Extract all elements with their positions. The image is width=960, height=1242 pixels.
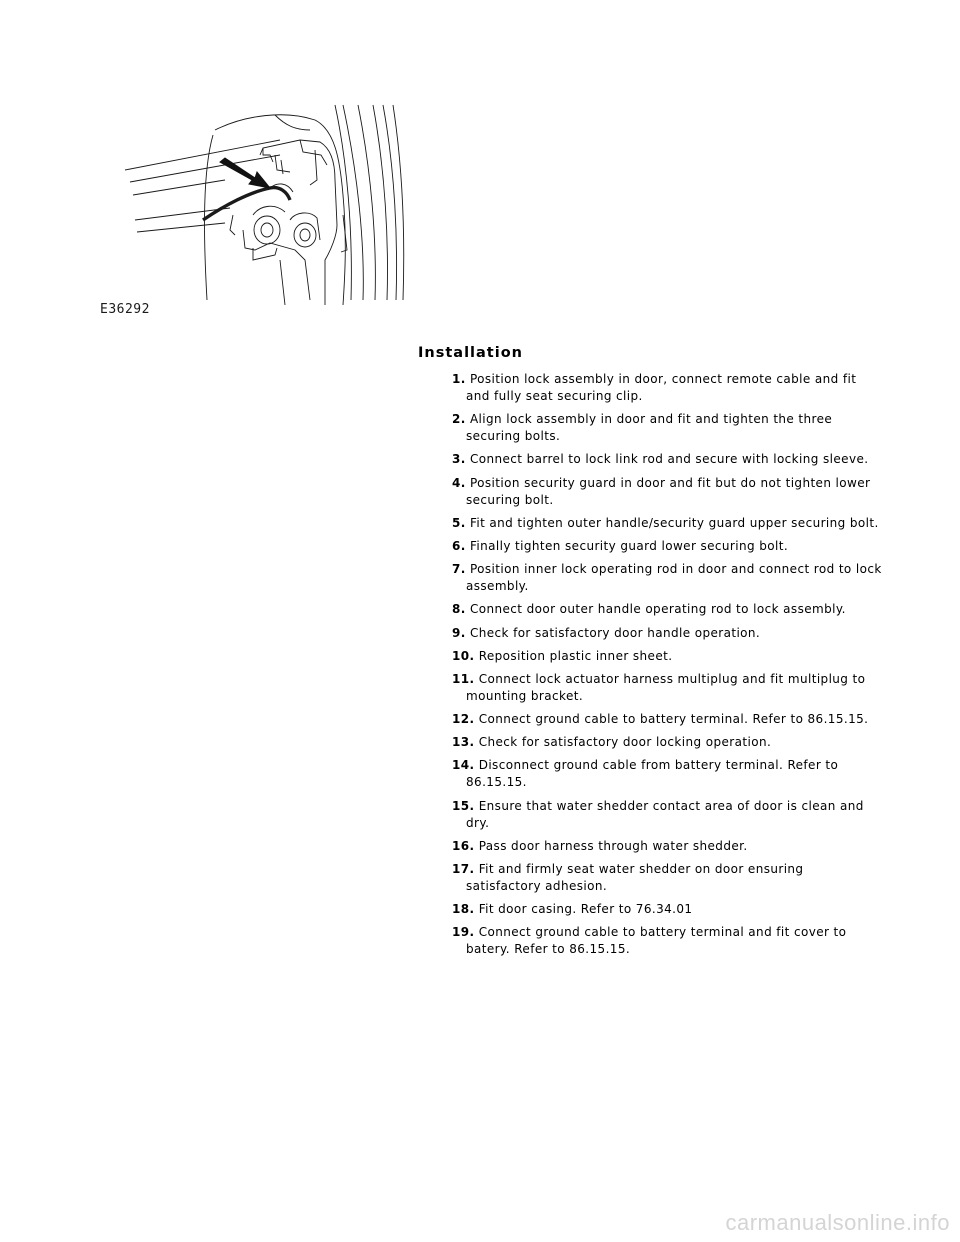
- step-number: 7.: [452, 562, 466, 577]
- step-number: 12.: [452, 712, 475, 727]
- step-number: 18.: [452, 902, 475, 917]
- step-item: [452, 625, 882, 642]
- step-item: [452, 411, 882, 445]
- step-number: 5.: [452, 515, 466, 530]
- step-number: 10.: [452, 648, 475, 663]
- step-text: Fit door casing. Refer to 76.34.01: [478, 902, 693, 917]
- step-number: 15.: [452, 798, 475, 813]
- step-number: 8.: [452, 602, 466, 617]
- step-text: Reposition plastic inner sheet.: [478, 648, 673, 663]
- step-number: 2.: [452, 412, 466, 427]
- step-text: Connect door outer handle operating rod to lock assembly.: [469, 602, 846, 617]
- step-text: Pass door harness through water shedder.: [478, 838, 748, 853]
- step-number: 11.: [452, 671, 475, 686]
- step-number: 4.: [452, 475, 466, 490]
- step-text: Align lock assembly in door and fit and tighten the three securing bolts.: [466, 412, 833, 444]
- step-text: Position inner lock operating rod in door and connect rod to lock assembly.: [466, 562, 882, 594]
- step-item: [452, 561, 882, 595]
- step-text: Disconnect ground cable from battery terminal. Refer to 86.15.15.: [466, 758, 839, 790]
- door-lock-figure: [95, 100, 440, 325]
- step-item: [452, 538, 882, 555]
- step-number: 6.: [452, 538, 466, 553]
- step-item: [452, 838, 882, 855]
- step-item: [452, 901, 882, 918]
- step-number: 1.: [452, 372, 466, 386]
- step-number: 14.: [452, 758, 475, 773]
- step-number: 16.: [452, 838, 475, 853]
- step-text: Connect lock actuator harness multiplug and fit multiplug to mounting bracket.: [466, 671, 866, 703]
- step-item: [452, 924, 882, 958]
- step-text: Position security guard in door and fit but do not tighten lower securing bolt.: [466, 475, 871, 507]
- step-item: [452, 451, 882, 468]
- step-item: [452, 371, 882, 405]
- step-text: Ensure that water shedder contact area of door is clean and dry.: [466, 798, 864, 830]
- step-item: [452, 711, 882, 728]
- footer-watermark: carmanualsonline.info: [725, 1210, 950, 1235]
- step-text: Fit and firmly seat water shedder on door ensuring satisfactory adhesion.: [466, 862, 804, 893]
- step-text: Fit and tighten outer handle/security guard upper securing bolt.: [469, 515, 879, 530]
- step-item: [452, 671, 882, 705]
- step-item: [452, 515, 882, 532]
- installation-steps-list: [452, 371, 882, 965]
- door-lock-remote-cable-illustration: [95, 100, 440, 325]
- step-text: Connect ground cable to battery terminal and fit cover to batery. Refer to 86.15.15.: [466, 925, 847, 957]
- step-number: 13.: [452, 735, 475, 750]
- step-text: Connect ground cable to battery terminal. Refer to 86.15.15.: [478, 712, 869, 727]
- step-item: [452, 601, 882, 618]
- step-number: 9.: [452, 625, 466, 640]
- step-number: 19.: [452, 925, 475, 940]
- step-item: [452, 798, 882, 832]
- step-item: [452, 475, 882, 509]
- section-title-installation: Installation: [418, 345, 523, 361]
- figure-label: E36292: [100, 302, 150, 317]
- step-item: [452, 861, 882, 895]
- step-number: 17.: [452, 862, 475, 876]
- step-text: Check for satisfactory door handle operation.: [469, 625, 761, 640]
- step-number: 3.: [452, 452, 466, 467]
- step-item: [452, 734, 882, 751]
- step-text: Check for satisfactory door locking operation.: [478, 735, 772, 750]
- step-item: [452, 757, 882, 791]
- step-text: Finally tighten security guard lower securing bolt.: [469, 538, 789, 553]
- step-item: [452, 648, 882, 665]
- step-text: Position lock assembly in door, connect remote cable and fit and fully seat securing clip.: [466, 372, 857, 403]
- step-text: Connect barrel to lock link rod and secure with locking sleeve.: [469, 452, 869, 467]
